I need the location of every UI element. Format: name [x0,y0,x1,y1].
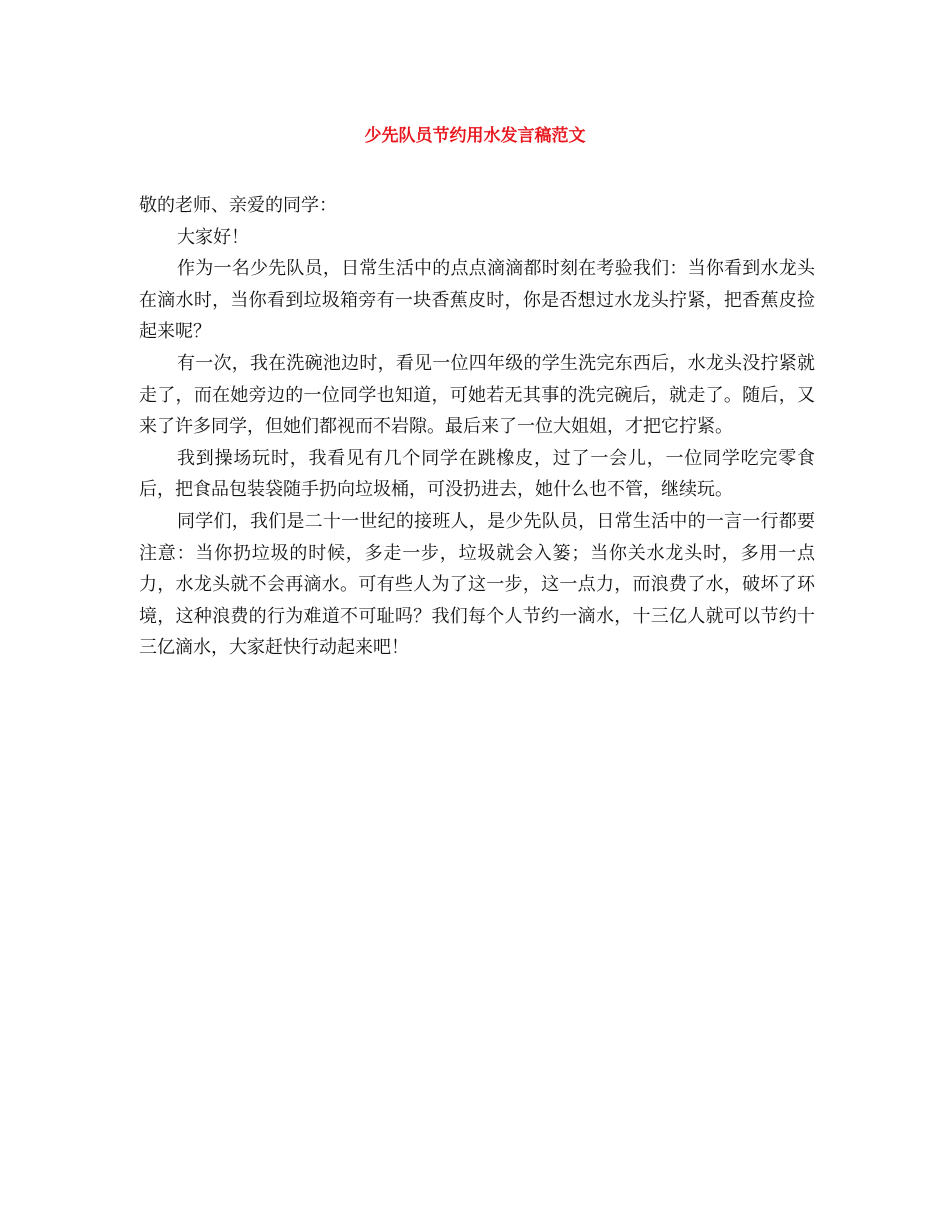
paragraph-story-playground: 我到操场玩时，我看见有几个同学在跳橡皮，过了一会儿，一位同学吃完零食后，把食品包装袋随手扔向垃圾桶，可没扔进去，她什么也不管，继续玩。 [139,447,815,501]
document-body [139,190,815,664]
document-title: 少先队员节约用水发言稿范文 [364,126,586,146]
paragraph-intro: 作为一名少先队员，日常生活中的点点滴滴都时刻在考验我们：当你看到水龙头在滴水时，当你看到垃圾箱旁有一块香蕉皮时，你是否想过水龙头拧紧，把香蕉皮捡起来呢？ [139,258,815,343]
paragraph-story-sink: 有一次，我在洗碗池边时，看见一位四年级的学生洗完东西后，水龙头没拧紧就走了，而在她旁边的一位同学也知道，可她若无其事的洗完碗后，就走了。随后，又来了许多同学，但她们都视而不岩隙。最后来了一位大姐姐，才把它拧紧。 [139,352,815,438]
paragraph-greeting: 大家好！ [177,226,249,248]
paragraph-conclusion: 同学们，我们是二十一世纪的接班人，是少先队员，日常生活中的一言一行都要注意：当你扔垃圾的时候，多走一步，垃圾就会入篓；当你关水龙头时，多用一点力，水龙头就不会再滴水。可有些人为了这一步，这一点力，而浪费了水，破坏了环境，这种浪费的行为难道不可耻吗？我们每个人节约一滴水，十三亿人就可以节约十三亿滴水，大家赶快行动起来吧！ [139,510,815,659]
salutation: 敬的老师、亲爱的同学： [139,195,337,216]
